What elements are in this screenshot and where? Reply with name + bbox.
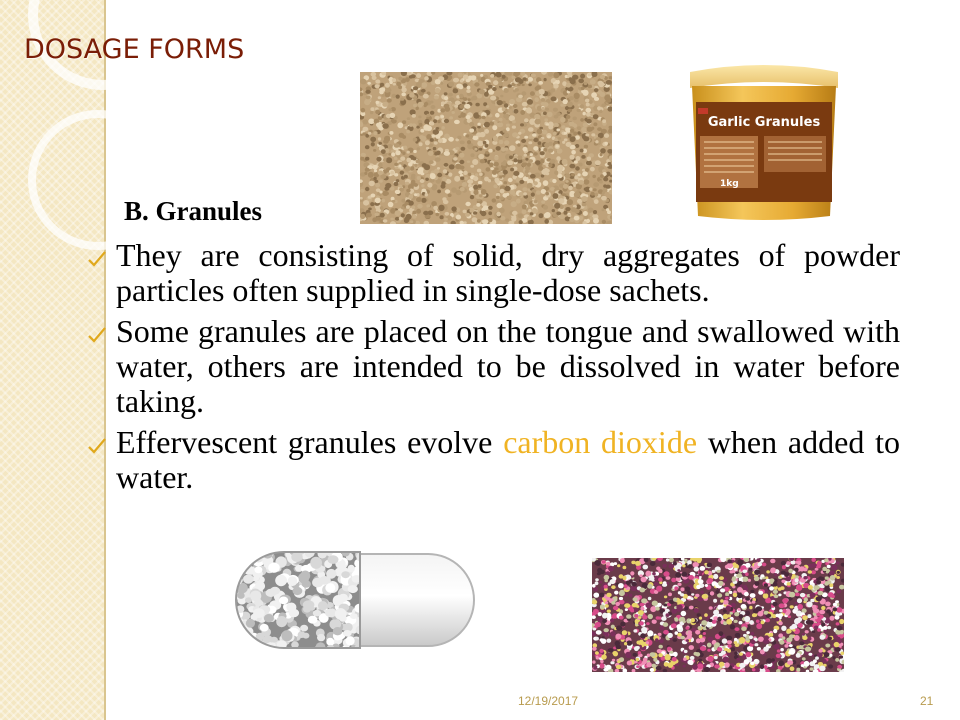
- checkmark-icon: [86, 324, 108, 346]
- list-item: [86, 314, 900, 419]
- tan-granules-photo: [360, 72, 612, 224]
- garlic-granules-tub-photo: [684, 58, 844, 224]
- section-heading: B. Granules: [124, 196, 263, 226]
- footer-date: 12/19/2017: [518, 694, 579, 708]
- colorful-granules-photo: [592, 558, 844, 672]
- slide-title: DOSAGE FORMS: [24, 34, 245, 65]
- list-item: [86, 425, 900, 495]
- list-item: [86, 238, 900, 308]
- page-number: 21: [920, 694, 934, 708]
- bullet-text: Some granules are placed on the tongue and swallowed with water, others are intended to be dissolved in water before taking.: [116, 313, 900, 419]
- highlighted-term: carbon dioxide: [503, 424, 698, 460]
- bullet-text: They are consisting of solid, dry aggregates of powder particles often supplied in single-dose sachets.: [116, 237, 900, 308]
- decorative-ring: [28, 110, 168, 250]
- product-weight: 1kg: [720, 179, 739, 189]
- bullet-text-part: when added to water.: [116, 424, 901, 495]
- bullet-list: [86, 238, 900, 501]
- bullet-text: [116, 425, 900, 495]
- checkmark-icon: [86, 248, 108, 270]
- bullet-text-part: Effervescent granules evolve: [116, 424, 504, 460]
- checkmark-icon: [86, 435, 108, 457]
- capsule-photo: [232, 548, 480, 652]
- product-label: Garlic Granules: [707, 115, 821, 130]
